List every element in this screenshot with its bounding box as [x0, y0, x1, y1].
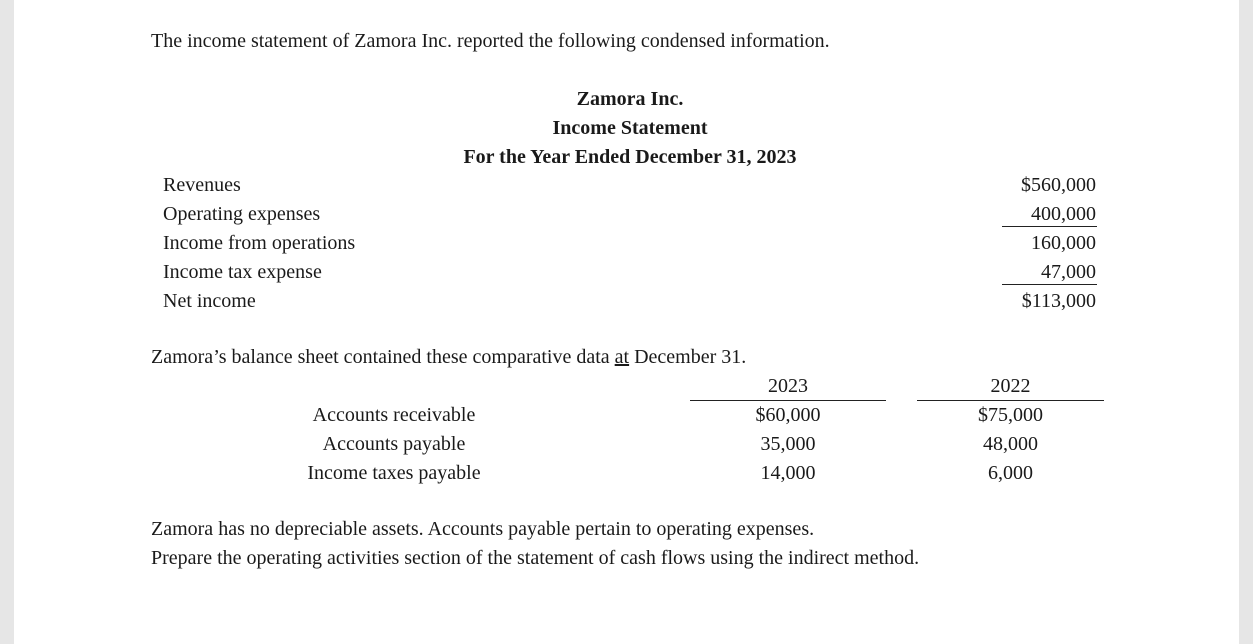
intro-text: The income statement of Zamora Inc. reported the following condensed information. [151, 30, 830, 52]
row-label-income-tax-expense: Income tax expense [163, 261, 322, 283]
balance-2023-income-taxes-payable: 14,000 [760, 462, 816, 484]
balance-2022-income-taxes-payable: 6,000 [988, 462, 1033, 484]
row-value-income-tax-expense: 47,000 [1041, 261, 1096, 283]
row-label-revenues: Revenues [163, 174, 241, 196]
balance-intro-suffix: December 31. [629, 346, 747, 368]
column-header-2022: 2022 [990, 375, 1031, 397]
subtotal-rule [1002, 226, 1097, 227]
total-rule [1002, 284, 1097, 285]
statement-period: For the Year Ended December 31, 2023 [463, 146, 797, 168]
balance-2023-accounts-payable: 35,000 [760, 433, 816, 455]
statement-title: Income Statement [552, 117, 708, 139]
row-label-operating-expenses: Operating expenses [163, 203, 321, 225]
balance-2022-accounts-receivable: $75,000 [978, 404, 1043, 426]
row-label-net-income: Net income [163, 290, 256, 312]
header-rule-2022 [917, 400, 1104, 401]
row-value-operating-expenses: 400,000 [1031, 203, 1096, 225]
note-line-1: Zamora has no depreciable assets. Accounts payable pertain to operating expenses. [151, 518, 815, 540]
balance-2022-accounts-payable: 48,000 [983, 433, 1038, 455]
balance-label-accounts-receivable: Accounts receivable [312, 404, 476, 426]
balance-2023-accounts-receivable: $60,000 [755, 404, 821, 426]
balance-intro [151, 345, 746, 369]
column-header-2023: 2023 [768, 375, 808, 397]
balance-intro-at: at [614, 346, 630, 368]
row-value-revenues: $560,000 [1021, 174, 1096, 196]
row-value-net-income: $113,000 [1021, 290, 1096, 312]
header-rule-2023 [690, 400, 886, 401]
problem-page [14, 0, 1239, 644]
row-value-income-from-operations: 160,000 [1031, 232, 1096, 254]
balance-label-income-taxes-payable: Income taxes payable [307, 462, 481, 484]
balance-intro-prefix: Zamora’s balance sheet contained these comparative data [151, 346, 615, 368]
row-label-income-from-operations: Income from operations [163, 232, 356, 254]
note-line-2: Prepare the operating activities section of the statement of cash flows using the indirect method. [151, 547, 920, 569]
company-name: Zamora Inc. [576, 88, 684, 110]
balance-label-accounts-payable: Accounts payable [322, 433, 466, 455]
